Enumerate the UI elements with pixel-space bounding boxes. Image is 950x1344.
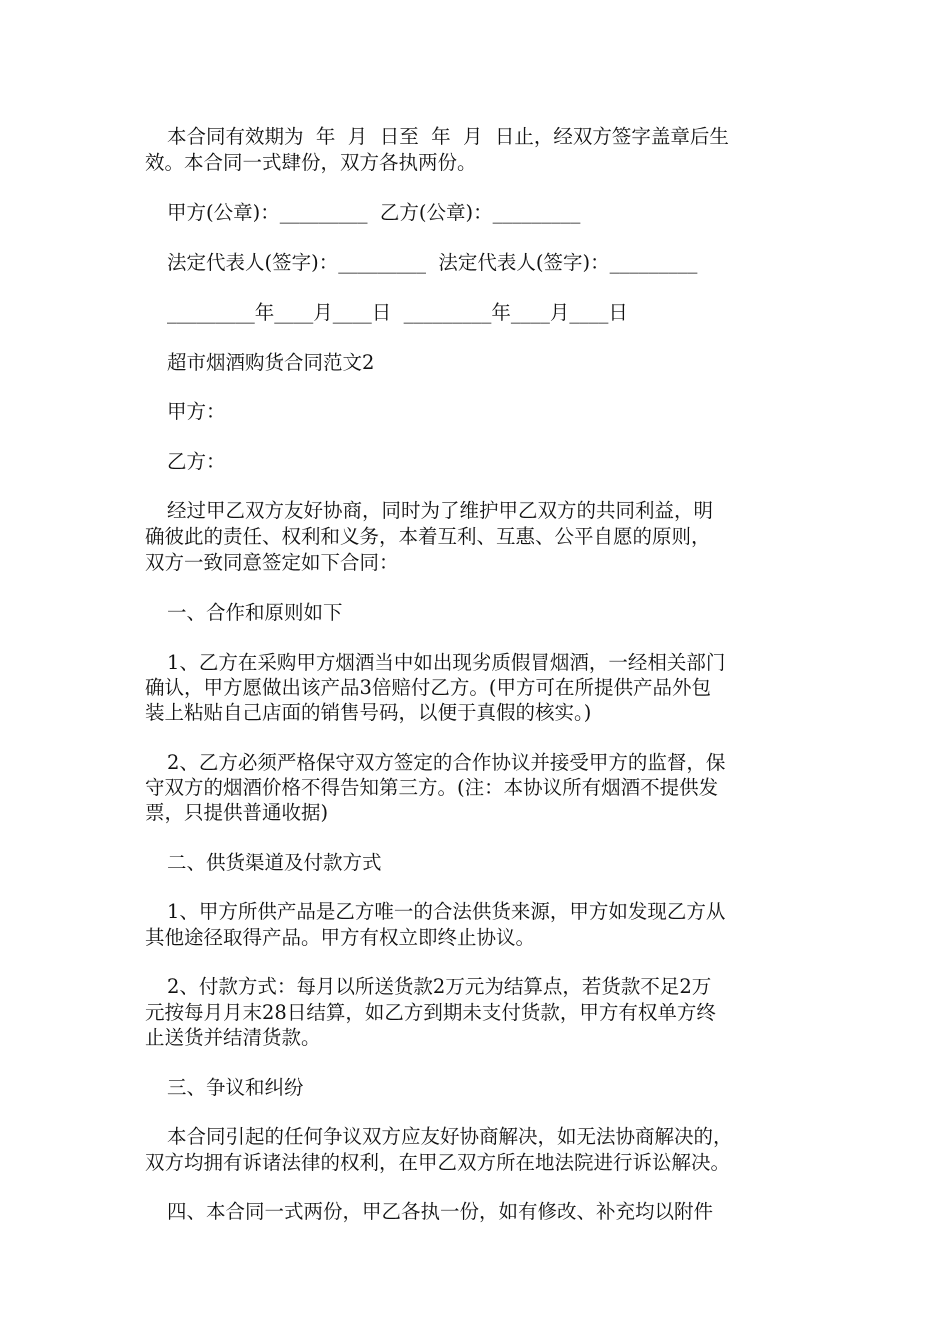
section-2-item-1-line-2: 其他途径取得产品。甲方有权立即终止协议。 <box>145 926 536 949</box>
section-title-2: 超市烟酒购货合同范文2 <box>167 351 375 374</box>
section-1-item-1-line-1: 1、乙方在采购甲方烟酒当中如出现劣质假冒烟酒，一经相关部门 <box>167 651 726 674</box>
paragraph-validity-line-1: 本合同有效期为 年 月 日至 年 月 日止，经双方签字盖章后生 <box>167 125 729 148</box>
section-2-item-2-line-1: 2、付款方式：每月以所送货款2万元为结算点，若货款不足2万 <box>167 975 712 998</box>
signature-seal-line: 甲方(公章)：_________ 乙方(公章)：_________ <box>167 201 581 224</box>
signature-date-line: _________年____月____日 _________年____月____日 <box>167 301 628 324</box>
section-2-item-2-line-2: 元按每月月末28日结算，如乙方到期未支付货款，甲方有权单方终 <box>145 1001 716 1024</box>
section-1-item-1-line-2: 确认，甲方愿做出该产品3倍赔付乙方。(甲方可在所提供产品外包 <box>145 676 712 699</box>
section-1-item-2-line-3: 票，只提供普通收据) <box>145 801 329 824</box>
section-3-line-1: 本合同引起的任何争议双方应友好协商解决，如无法协商解决的， <box>167 1125 733 1148</box>
section-1-item-2-line-2: 守双方的烟酒价格不得告知第三方。(注：本协议所有烟酒不提供发 <box>145 776 719 799</box>
section-3-line-2: 双方均拥有诉诸法律的权利，在甲乙双方所在地法院进行诉讼解决。 <box>145 1151 731 1174</box>
intro-line-3: 双方一致同意签定如下合同： <box>145 551 399 574</box>
section-2-heading: 二、供货渠道及付款方式 <box>167 851 382 874</box>
intro-line-2: 确彼此的责任、权利和义务，本着互利、互惠、公平自愿的原则， <box>145 525 711 548</box>
section-1-item-1-line-3: 装上粘贴自己店面的销售号码，以便于真假的核实。) <box>145 701 592 724</box>
section-4-line-1: 四、本合同一式两份，甲乙各执一份，如有修改、补充均以附件 <box>167 1200 714 1223</box>
section-2-item-2-line-3: 止送货并结清货款。 <box>145 1026 321 1049</box>
intro-line-1: 经过甲乙双方友好协商，同时为了维护甲乙双方的共同利益，明 <box>167 499 714 522</box>
section-3-heading: 三、争议和纠纷 <box>167 1076 304 1099</box>
party-b-label: 乙方： <box>167 450 226 473</box>
section-1-heading: 一、合作和原则如下 <box>167 601 343 624</box>
section-1-item-2-line-1: 2、乙方必须严格保守双方签定的合作协议并接受甲方的监督，保 <box>167 751 726 774</box>
section-2-item-1-line-1: 1、甲方所供产品是乙方唯一的合法供货来源，甲方如发现乙方从 <box>167 900 726 923</box>
party-a-label: 甲方： <box>167 400 226 423</box>
signature-representative-line: 法定代表人(签字)：_________ 法定代表人(签字)：_________ <box>167 251 698 274</box>
paragraph-validity-line-2: 效。本合同一式肆份，双方各执两份。 <box>145 151 477 174</box>
